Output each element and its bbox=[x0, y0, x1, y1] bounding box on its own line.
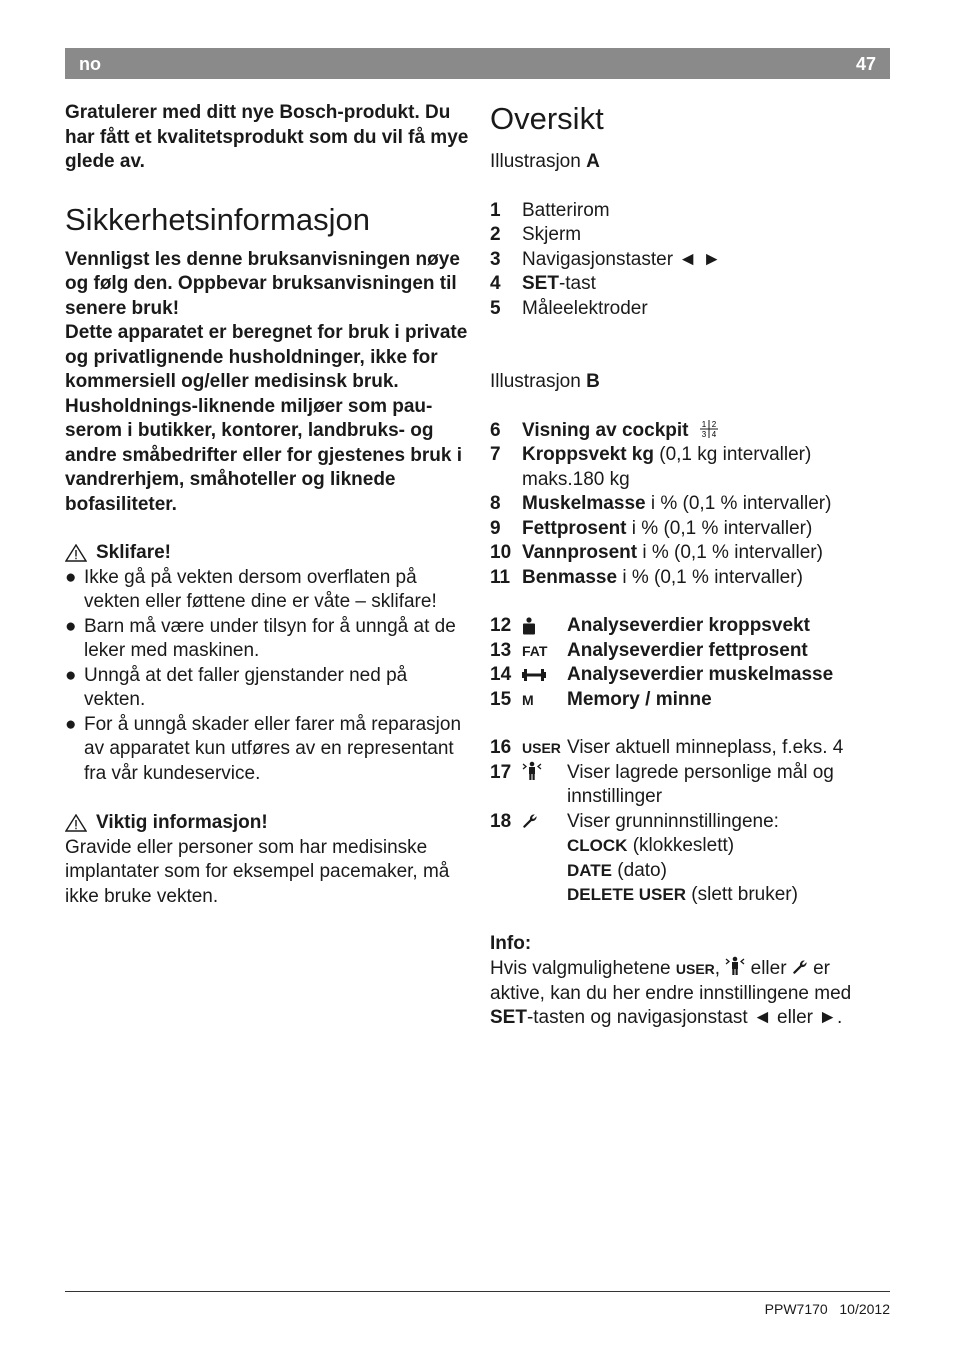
item-number: 1 bbox=[490, 199, 501, 221]
item-number: 5 bbox=[490, 297, 501, 319]
memory-symbol: M bbox=[522, 691, 534, 708]
list-item bbox=[490, 761, 890, 810]
slip-warning-label: Sklifare! bbox=[96, 542, 171, 563]
item-text: Batterirom bbox=[522, 199, 610, 221]
item-number: 10 bbox=[490, 542, 512, 563]
item-number: 6 bbox=[490, 419, 501, 441]
item-text: Analyseverdier kroppsvekt bbox=[567, 615, 810, 636]
item-text: Viser lagrede personlige mål og innstillinger bbox=[567, 761, 834, 807]
footer-model: PPW7170 bbox=[764, 1301, 828, 1317]
illustration-a-list bbox=[490, 199, 890, 322]
item-text: Memory / minne bbox=[567, 688, 712, 710]
item-bold: Muskelmasse bbox=[522, 493, 646, 514]
settings-list bbox=[490, 736, 890, 908]
item-number: 7 bbox=[490, 444, 501, 465]
item-bold: Kroppsvekt kg bbox=[522, 444, 654, 465]
bullet-text: Barn må være under tilsyn for å unngå at de leker med maskinen. bbox=[84, 615, 456, 661]
wrench-icon bbox=[792, 959, 808, 975]
list-item bbox=[490, 199, 890, 224]
user-symbol: USER bbox=[522, 740, 561, 756]
wrench-icon bbox=[522, 810, 567, 908]
list-item bbox=[65, 566, 470, 615]
person-goal-icon bbox=[725, 956, 745, 976]
item-number: 17 bbox=[490, 761, 512, 783]
overview-heading: Oversikt bbox=[490, 101, 604, 136]
list-item bbox=[490, 223, 890, 248]
list-item bbox=[490, 443, 890, 492]
item-number: 2 bbox=[490, 224, 501, 245]
list-item bbox=[490, 566, 890, 591]
muscle-icon bbox=[522, 663, 567, 688]
header-bar bbox=[65, 48, 890, 79]
list-item bbox=[490, 541, 890, 566]
delete-user-text: (slett bruker) bbox=[686, 884, 798, 905]
slip-warning-title bbox=[65, 541, 470, 566]
caption-prefix: Illustrasjon bbox=[490, 151, 587, 172]
illustration-b-caption bbox=[490, 370, 890, 395]
cockpit-q1: 1 bbox=[701, 419, 706, 429]
caption-letter: B bbox=[586, 371, 600, 392]
item-bold: Vannprosent bbox=[522, 542, 638, 563]
warning-triangle-icon bbox=[65, 814, 87, 832]
caption-prefix: Illustrasjon bbox=[490, 371, 587, 392]
item-bold: Visning av cockpit bbox=[522, 419, 689, 441]
delete-user-label: DELETE USER bbox=[567, 885, 687, 904]
item-bold: Fettprosent bbox=[522, 517, 627, 539]
list-item bbox=[490, 663, 890, 688]
body-weight-icon bbox=[522, 614, 567, 639]
important-info-text: Gravide eller personer som har medisinske implantater som for eksempel pacemaker, må ikke bruke vekten. bbox=[65, 836, 450, 907]
item-text: -tast bbox=[558, 273, 596, 294]
safety-heading: Sikkerhetsinformasjon bbox=[65, 201, 370, 237]
footer-date: 10/2012 bbox=[839, 1301, 890, 1317]
item-number: 14 bbox=[490, 664, 512, 685]
item-number: 8 bbox=[490, 493, 501, 514]
list-item bbox=[490, 272, 890, 297]
item-text-line2: maks.180 kg bbox=[522, 468, 630, 490]
warning-triangle-icon bbox=[65, 544, 87, 562]
item-text: Navigasjonstaster ◄ ► bbox=[522, 248, 722, 270]
item-text: Viser grunninnstillingene: bbox=[567, 810, 779, 832]
bullet-text: For å unngå skader eller farer må reparasjon av apparatet kun utføres av en representant fra vår kundeservice. bbox=[84, 713, 462, 784]
clock-text: (klokkeslett) bbox=[627, 835, 735, 856]
cockpit-q3: 3 bbox=[701, 429, 706, 439]
safety-paragraph-3: Husholdnings-liknende miljøer som pauserom i butikker, kontorer, landbruks- og andre småbedrifter eller for gjestenes bruk i vandrerhjem, småhoteller og liknede bofasiliteter. bbox=[65, 395, 463, 515]
item-text: Analyseverdier muskelmasse bbox=[567, 664, 834, 685]
clock-label: CLOCK bbox=[567, 836, 628, 855]
cockpit-q4: 4 bbox=[711, 429, 716, 439]
list-item bbox=[490, 517, 890, 542]
important-info-title bbox=[65, 811, 470, 836]
list-item bbox=[490, 614, 890, 639]
list-item bbox=[490, 639, 890, 664]
cockpit-q2: 2 bbox=[711, 419, 716, 429]
info-text-a: Hvis valgmulighetene bbox=[490, 958, 676, 979]
list-item bbox=[490, 736, 890, 761]
bullet-icon: ● bbox=[65, 615, 77, 637]
item-text: Skjerm bbox=[522, 224, 582, 245]
item-number: 18 bbox=[490, 810, 512, 832]
date-text: (dato) bbox=[612, 859, 667, 881]
list-item bbox=[65, 615, 470, 664]
item-bold: SET bbox=[522, 273, 559, 294]
item-text: i % (0,1 % intervaller) bbox=[626, 517, 813, 539]
item-number: 4 bbox=[490, 273, 501, 294]
list-item bbox=[490, 810, 890, 908]
list-item bbox=[65, 664, 470, 713]
info-text-e: -tasten og navigasjonstast ◄ eller ►. bbox=[526, 1007, 843, 1028]
bullet-text: Unngå at det faller gjenstander ned på vekten. bbox=[84, 664, 408, 710]
info-text-c: eller bbox=[745, 958, 792, 979]
item-text: i % (0,1 % intervaller) bbox=[645, 493, 832, 514]
footer bbox=[765, 1297, 890, 1322]
caption-letter: A bbox=[586, 151, 600, 172]
user-symbol: USER bbox=[675, 961, 715, 977]
list-item bbox=[490, 688, 890, 713]
safety-paragraph-1: Vennligst les denne bruksanvisningen nøye og følg den. Oppbevar bruksanvisningen til senere bruk! bbox=[65, 248, 460, 319]
cockpit-icon bbox=[699, 419, 719, 439]
intro-text: Gratulerer med ditt nye Bosch-produkt. Du har fått et kvalitetsprodukt som du vil få mye glede av. bbox=[65, 102, 469, 172]
item-text: Måleelektroder bbox=[522, 297, 648, 319]
item-bold: Benmasse bbox=[522, 566, 618, 588]
left-column bbox=[65, 101, 470, 909]
safety-paragraph-2: Dette apparatet er beregnet for bruk i private og privatlignende husholdninger, ikke for kommersiell og/eller medisinsk bruk. bbox=[65, 322, 468, 392]
item-text: i % (0,1 % intervaller) bbox=[617, 566, 803, 588]
illustration-b-list bbox=[490, 419, 890, 591]
item-text: Analyseverdier fettprosent bbox=[567, 639, 808, 661]
info-text bbox=[490, 956, 890, 1031]
analysis-list bbox=[490, 614, 890, 712]
list-item bbox=[490, 419, 890, 444]
fat-symbol: FAT bbox=[522, 642, 548, 659]
info-text-b: , bbox=[714, 958, 726, 979]
list-item bbox=[490, 492, 890, 517]
bullet-icon: ● bbox=[65, 713, 77, 735]
list-item bbox=[490, 248, 890, 273]
bullet-icon: ● bbox=[65, 664, 77, 686]
info-text-d: er aktive, kan du her endre innstillingene med bbox=[490, 958, 852, 1004]
footer-divider bbox=[65, 1291, 890, 1292]
item-text: i % (0,1 % intervaller) bbox=[637, 542, 823, 563]
item-text: Viser aktuell minneplass, f.eks. 4 bbox=[567, 737, 844, 758]
list-item bbox=[490, 297, 890, 322]
item-number: 3 bbox=[490, 248, 501, 270]
important-info-label: Viktig informasjon! bbox=[96, 812, 268, 833]
info-set-label: SET bbox=[490, 1007, 527, 1028]
list-item bbox=[65, 713, 470, 787]
language-code: no bbox=[79, 54, 101, 74]
item-text: (0,1 kg intervaller) bbox=[653, 444, 812, 465]
item-number: 15 bbox=[490, 688, 512, 710]
item-number: 13 bbox=[490, 639, 512, 661]
date-label: DATE bbox=[567, 860, 613, 880]
person-goal-icon bbox=[522, 761, 567, 810]
info-title: Info: bbox=[490, 932, 532, 954]
item-number: 11 bbox=[490, 566, 511, 588]
slip-bullet-list bbox=[65, 566, 470, 787]
item-number: 16 bbox=[490, 737, 512, 758]
illustration-a-caption bbox=[490, 150, 890, 175]
item-number: 9 bbox=[490, 517, 501, 539]
page-number: 47 bbox=[855, 54, 876, 74]
right-column bbox=[490, 101, 890, 1031]
bullet-text: Ikke gå på vekten dersom overflaten på vekten eller føttene dine er våte – sklifare! bbox=[84, 566, 437, 612]
item-number: 12 bbox=[490, 615, 512, 636]
bullet-icon: ● bbox=[65, 566, 77, 588]
